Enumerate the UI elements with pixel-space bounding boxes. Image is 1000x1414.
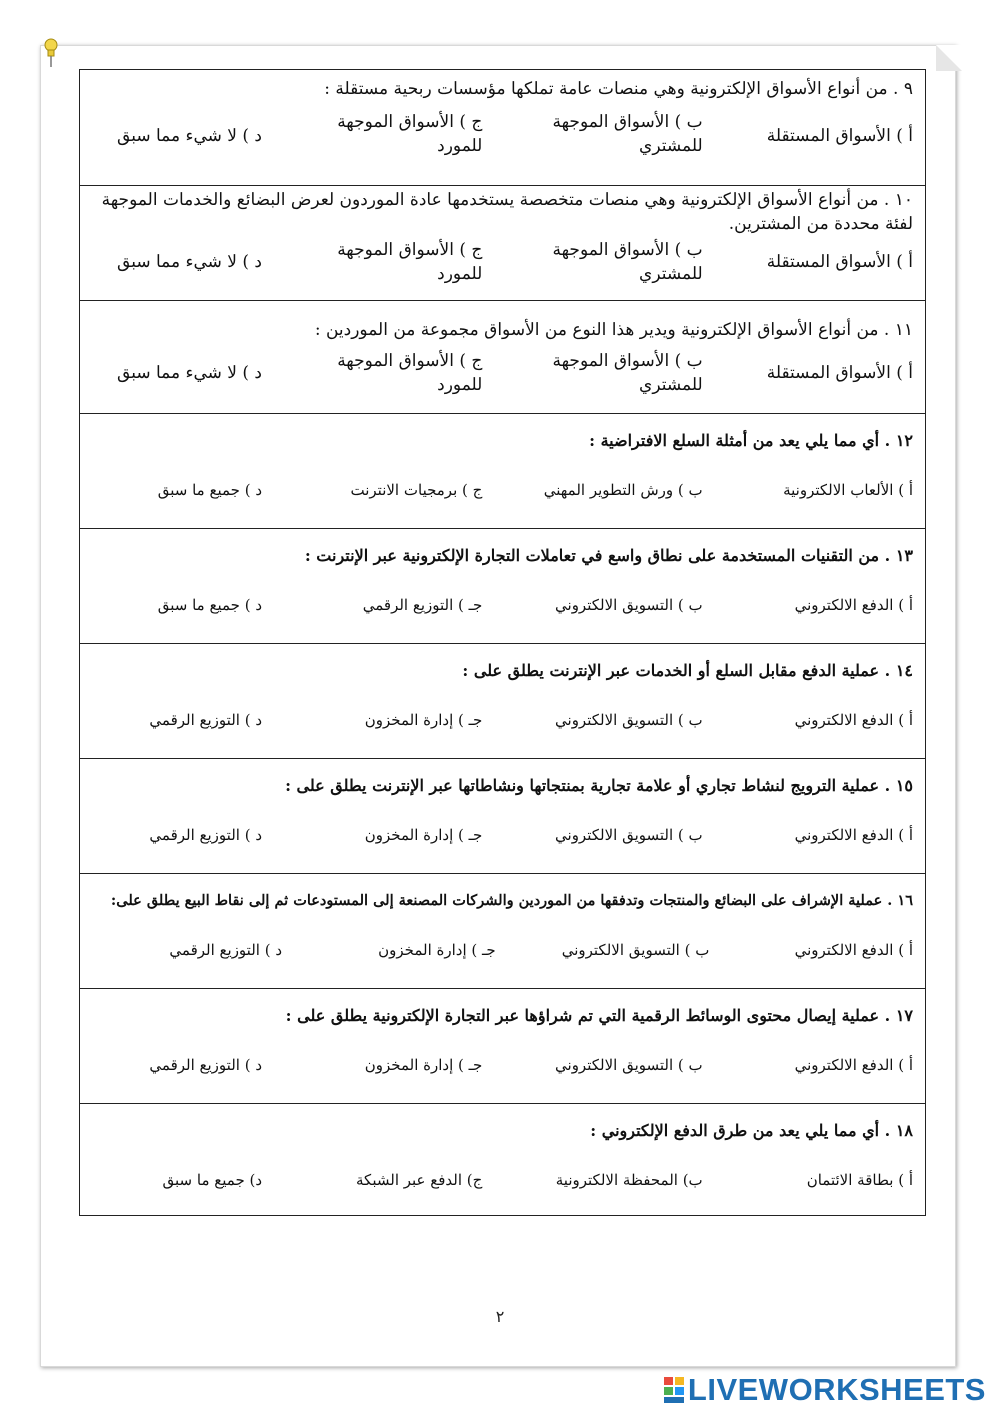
question-stem: ١٨ . أي مما يلي يعد من طرق الدفع الإلكتروني : [590, 1121, 913, 1140]
options-row [92, 823, 913, 847]
question-row [80, 414, 926, 529]
question-stem: ١٢ . أي مما يلي يعد من أمثلة السلع الافتراضية : [589, 431, 913, 450]
options-row [92, 349, 913, 397]
option-c[interactable]: ج ) الأسواق الموجهة للمورد [337, 112, 483, 156]
brand-name: LIVEWORKSHEETS [687, 1372, 986, 1407]
option-d[interactable]: د ) التوزيع الرقمي [149, 826, 263, 844]
option-d[interactable]: د ) التوزيع الرقمي [149, 711, 263, 729]
option-d[interactable]: د ) جميع ما سبق [157, 481, 263, 499]
option-b[interactable]: ب ) التسويق الالكتروني [555, 596, 703, 614]
option-b[interactable]: ب ) التسويق الالكتروني [555, 1056, 703, 1074]
option-c[interactable]: جـ ) إدارة المخزون [364, 711, 483, 729]
options-row [92, 1168, 913, 1192]
option-a[interactable]: أ ) الأسواق المستقلة [766, 363, 913, 383]
question-row [80, 759, 926, 874]
option-c[interactable]: ج ) الأسواق الموجهة للمورد [337, 351, 483, 395]
option-c[interactable]: جـ ) التوزيع الرقمي [362, 596, 483, 614]
liveworksheets-brand[interactable] [663, 1372, 986, 1408]
question-stem: ١٥ . عملية الترويج لنشاط تجاري أو علامة تجارية بمنتجاتها ونشاطاتها عبر الإنترنت يطلق على : [285, 776, 913, 795]
option-c[interactable]: جـ ) إدارة المخزون [364, 826, 483, 844]
question-stem: ١٦ . عملية الإشراف على البضائع والمنتجات وتدفقها من الموردين والشركات المصنعة إلى المستودعات ثم إلى نقاط البيع يطلق على: [110, 892, 913, 909]
option-a[interactable]: أ ) بطاقة الائتمان [806, 1171, 913, 1189]
question-row [80, 186, 926, 301]
option-d[interactable]: د ) لا شيء مما سبق [117, 126, 263, 146]
option-a[interactable]: أ ) الدفع الالكتروني [794, 596, 913, 614]
liveworksheets-logo-icon [663, 1375, 685, 1405]
question-stem: ١٣ . من التقنيات المستخدمة على نطاق واسع في تعاملات التجارة الإلكترونية عبر الإنترنت : [304, 546, 913, 565]
option-c[interactable]: ج) الدفع عبر الشبكة [356, 1171, 483, 1189]
question-stem: ٩ . من أنواع الأسواق الإلكترونية وهي منصات عامة تملكها مؤسسات ربحية مستقلة : [324, 79, 913, 99]
question-row [80, 1104, 926, 1216]
options-row [92, 1053, 913, 1077]
options-row [92, 938, 913, 962]
option-b[interactable]: ب) المحفظة الالكترونية [555, 1171, 703, 1189]
option-b[interactable]: ب ) التسويق الالكتروني [555, 826, 703, 844]
option-b[interactable]: ب ) الأسواق الموجهة للمشتري [552, 240, 703, 284]
options-row [92, 238, 913, 286]
question-row [80, 989, 926, 1104]
option-c[interactable]: ج ) برمجيات الانترنت [350, 481, 483, 499]
option-d[interactable]: د ) لا شيء مما سبق [117, 363, 263, 383]
option-a[interactable]: أ ) الأسواق المستقلة [766, 126, 913, 146]
option-d[interactable]: د ) التوزيع الرقمي [169, 941, 283, 959]
question-row [80, 644, 926, 759]
options-row [92, 110, 913, 158]
question-row [80, 70, 926, 186]
question-stem: ١٧ . عملية إيصال محتوى الوسائط الرقمية التي تم شراؤها عبر التجارة الإلكترونية يطلق على : [285, 1006, 913, 1025]
option-a[interactable]: أ ) الألعاب الالكترونية [783, 481, 913, 499]
option-d[interactable]: د) جميع ما سبق [162, 1171, 263, 1189]
question-row [80, 301, 926, 414]
question-stem: ١١ . من أنواع الأسواق الإلكترونية ويدير هذا النوع من الأسواق مجموعة من الموردين : [314, 320, 913, 340]
option-a[interactable]: أ ) الأسواق المستقلة [766, 252, 913, 272]
option-b[interactable]: ب ) التسويق الالكتروني [561, 941, 710, 959]
option-a[interactable]: أ ) الدفع الالكتروني [794, 941, 913, 959]
option-b[interactable]: ب ) ورش التطوير المهني [543, 481, 703, 499]
option-c[interactable]: ج ) الأسواق الموجهة للمورد [337, 240, 483, 284]
option-a[interactable]: أ ) الدفع الالكتروني [794, 826, 913, 844]
question-stem: ١٠ . من أنواع الأسواق الإلكترونية وهي منصات متخصصة يستخدمها عادة الموردون لعرض البضائع والخدمات الموجهة لفئة محددة من المشترين. [101, 190, 913, 234]
option-a[interactable]: أ ) الدفع الالكتروني [794, 711, 913, 729]
option-c[interactable]: جـ ) إدارة المخزون [378, 941, 496, 959]
options-row [92, 593, 913, 617]
option-b[interactable]: ب ) الأسواق الموجهة للمشتري [552, 351, 703, 395]
option-d[interactable]: د ) جميع ما سبق [157, 596, 263, 614]
options-row [92, 478, 913, 502]
questions-table [79, 69, 926, 1216]
options-row [92, 708, 913, 732]
option-a[interactable]: أ ) الدفع الالكتروني [794, 1056, 913, 1074]
pushpin-icon [40, 38, 62, 68]
option-d[interactable]: د ) لا شيء مما سبق [117, 252, 263, 272]
page-fold-corner [936, 45, 962, 71]
option-d[interactable]: د ) التوزيع الرقمي [149, 1056, 263, 1074]
question-stem: ١٤ . عملية الدفع مقابل السلع أو الخدمات عبر الإنترنت يطلق على : [462, 661, 913, 680]
option-b[interactable]: ب ) التسويق الالكتروني [555, 711, 703, 729]
question-row [80, 529, 926, 644]
option-c[interactable]: جـ ) إدارة المخزون [364, 1056, 483, 1074]
page-number: ٢ [495, 1307, 505, 1326]
question-row [80, 874, 926, 989]
option-b[interactable]: ب ) الأسواق الموجهة للمشتري [552, 112, 703, 156]
